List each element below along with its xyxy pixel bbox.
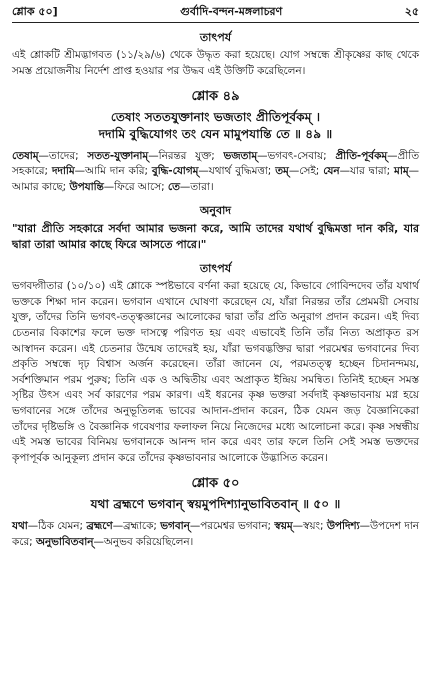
synonym-term: উপযান্তি <box>69 181 104 194</box>
verse-49-number: শ্লোক ৪৯ <box>191 89 240 105</box>
synonym-meaning: —প্রীতি সহকারে; <box>12 149 419 178</box>
synonym-meaning: —স্বয়ং; <box>292 519 327 532</box>
synonym-meaning: —আমি দান করি; <box>74 165 152 178</box>
synonym-meaning: —পরমেশ্বর ভগবান; <box>189 519 275 532</box>
purport-heading: তাৎপর্য <box>199 261 232 275</box>
synonym-term: উপদিশ্য <box>326 519 360 532</box>
synonym-term: ভগবান্ <box>160 519 190 532</box>
synonym-term: প্রীতি-পূর্বকম্ <box>335 149 388 162</box>
synonym-meaning: —নিরন্তর যুক্ত; <box>148 149 224 162</box>
synonym-term: ভজতাম্ <box>223 149 258 162</box>
synonym-meaning: —সেই; <box>288 165 324 178</box>
synonym-term: তেষাম্ <box>12 149 39 162</box>
running-header <box>12 4 419 23</box>
synonym-term: স্বয়ম্ <box>274 519 293 532</box>
page-number: ২৫ <box>404 5 419 18</box>
verse-49-line-2: দদামি বুদ্ধিযোগং তং যেন মামুপযান্তি তে ॥ ৪৯ ॥ <box>98 126 333 141</box>
verse-50-line-1: যথা ব্রহ্মণে ভগবান্ স্বয়মুপদিশ্যানুভাবিতবান্ ॥ ৫০ ॥ <box>90 496 341 511</box>
synonym-term: যেন <box>323 165 340 178</box>
verse-50-synonyms <box>12 519 419 550</box>
synonym-term: বুদ্ধি-যোগম্ <box>151 165 199 178</box>
purport-heading-top: তাৎপর্য <box>199 30 232 44</box>
synonym-term: দদামি <box>51 165 75 178</box>
synonym-term: তে <box>167 181 180 194</box>
verse-49-translation: "যারা প্রীতি সহকারে সর্বদা আমার ভজনা করে, আমি তাদের যথার্থ বুদ্ধিমত্তা দান করি, যার দ্বারা তারা আমার কাছে ফিরে আসতে পারে।" <box>12 222 419 252</box>
synonym-term: তম্ <box>275 165 289 178</box>
synonym-meaning: —ঠিক যেমন; <box>27 519 87 532</box>
verse-50-number: শ্লোক ৫০ <box>191 476 240 492</box>
verse-49-line-1: তেষাং সততযুক্তানাং ভজতাং প্রীতিপূর্বকম্ । <box>110 109 321 124</box>
verse-49-purport: ভগবদ্গীতার (১০/১০) এই শ্লোকে স্পষ্টভাবে বর্ণনা করা হয়েছে যে, কিভাবে গোবিন্দদেব তাঁর যথার্থ ভক্তকে শিক্ষা দান করেন। ভগবান এখানে ঘোষণা করেছেন যে, যাঁরা নিরন্তর তাঁর প্রেমময়ী সেবায় যুক্ত, তাঁদের তিনি ভগবৎ-তত্ত্বজ্ঞানের আলোকের দ্বারা তাঁর প্রতি অনুরাগ প্রদান করেন। এই দিব্য চেতনার বিকাশের ফলে ভক্ত দাসত্বে পরিণত হয় এবং এভাবেই তিনি তাঁর নিত্য অপ্রাকৃত রস আস্বাদন করেন। এই চেতনার উন্মেষ তাদেরই হয়, যাঁরা ভগবদ্ভক্তির দ্বারা পরমেশ্বর ভগবানের দিব্য প্রকৃতি সম্বন্ধে দৃঢ় বিশ্বাস অর্জন করেছেন। তাঁরা জানেন যে, পরমতত্ত্ব হচ্ছেন চিদানন্দময়, সর্বশক্তিমান পরম পুরুষ; তিনি এক ও অদ্বিতীয় এবং অপ্রাকৃত ইন্দ্রিয় সমন্বিত। তিনিই হচ্ছেন সমস্ত সৃষ্টির উৎস এবং সর্ব কারণের পরম কারণ। এই ধরনের কৃষ্ণ ভক্তরা সর্বদাই কৃষ্ণভাবনায় মগ্ন হয়ে ভগবানের সঙ্গে তাঁদের অনুভূতিলব্ধ ভাবের আদান-প্রদান করেন, ঠিক যেমন জড় বৈজ্ঞানিকেরা তাঁদের দৃষ্টিভঙ্গি ও বৈজ্ঞানিক গবেষণার ফলাফল নিয়ে নিজেদের মধ্যে আলোচনা করে। কৃষ্ণ সম্বন্ধীয় এই সমস্ত ভাবের বিনিময় ভগবানকে আনন্দ দান করে এবং তার ফলে তিনি সেই সমস্ত ভক্তদের কৃপাপূর্বক আনুকূল্য প্রদান করে তাঁদের কৃষ্ণভাবনার আলোকে উদ্ভাসিত করেন। <box>12 280 419 464</box>
purport-text-top: এই শ্লোকটি শ্রীমদ্ভাগবত (১১/২৯/৬) থেকে উদ্ধৃত করা হয়েছে। যোগ সম্বন্ধে শ্রীকৃষ্ণের কাছ থেকে সমস্ত প্রয়োজনীয় নির্দেশ প্রাপ্ত হওয়ার পর উদ্ধব এই উক্তিটি করেছিলেন। <box>12 49 419 77</box>
synonym-meaning: —তাদের; <box>38 149 88 162</box>
synonym-term: সতত-যুক্তানাম্ <box>87 149 149 162</box>
synonym-meaning: —ভগবৎ-সেবায়; <box>257 149 336 162</box>
verse-49-synonyms <box>12 149 419 196</box>
synonym-meaning: —ব্রহ্মাকে; <box>112 519 161 532</box>
synonym-meaning: —তারা। <box>179 181 214 194</box>
header-verse-ref: শ্লোক ৫০] <box>12 5 58 18</box>
synonym-term: মাম্ <box>394 165 409 178</box>
header-chapter-title: গুর্বাদি-বন্দন-মঙ্গলাচরণ <box>180 5 283 18</box>
synonym-meaning: —যথার্থ বুদ্ধিমত্তা; <box>198 165 276 178</box>
synonym-meaning: —যার দ্বারা; <box>339 165 395 178</box>
synonym-meaning: —উপদেশ দান করে; <box>12 519 419 548</box>
synonym-meaning: —ফিরে আসে; <box>103 181 168 194</box>
synonym-meaning: —আমার কাছে; <box>12 165 419 194</box>
translation-heading: অনুবাদ <box>199 203 232 217</box>
synonym-meaning: —অনুভব করিয়েছিলেন। <box>93 535 194 548</box>
synonym-term: যথা <box>12 519 28 532</box>
synonym-term: অনুভাবিতবান্ <box>35 535 94 548</box>
synonym-term: ব্রহ্মণে <box>86 519 113 532</box>
